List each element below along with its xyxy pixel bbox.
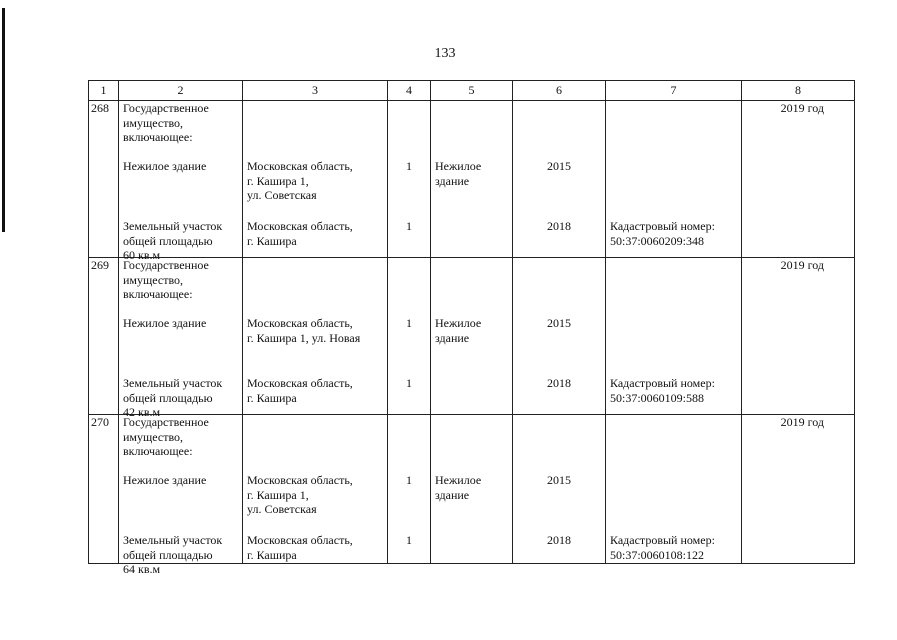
land-address-line: Московская область, [247,219,353,233]
land-address-line: г. Кашира [247,547,297,562]
entry-year-built-cell [513,101,606,258]
building-address-line: г. Кашира 1, [247,173,309,188]
entry-header-text: Государственное имущество, включающее: [123,415,209,458]
entry-purpose-cell [431,415,513,564]
cadastral-number-line: 50:37:0060109:588 [610,390,705,405]
entry-cadastral-cell [606,101,742,258]
building-year: 2015 [547,159,571,173]
cadastral-number [610,219,737,248]
building-purpose-line: здание [435,487,470,502]
entry-cadastral-cell [606,258,742,415]
building-address [247,473,383,517]
land-name [123,533,238,577]
land-year: 2018 [547,376,571,390]
entry-purpose-cell [431,258,513,415]
column-numbers-row [89,81,855,101]
land-address-line: г. Кашира [247,390,297,405]
entry-number: 268 [91,101,109,115]
entry-description-cell [119,258,243,419]
building-year: 2015 [547,316,571,330]
entry-description-cell [119,415,243,576]
land-name [123,376,238,420]
building-purpose-line: здание [435,173,470,188]
building-purpose-line: здание [435,330,470,345]
cadastral-number-line: Кадастровый номер: [610,219,715,233]
entry-header-text: Государственное имущество, включающее: [123,101,209,144]
land-quantity: 1 [406,533,412,547]
entry-period: 2019 год [780,258,824,272]
entry-cadastral-cell [606,415,742,564]
land-name-line: 64 кв.м [123,562,161,576]
column-number: 5 [431,81,513,101]
land-name-line: 60 кв.м [123,248,161,262]
column-number: 8 [742,81,855,101]
page-number: 133 [434,46,456,61]
entry-number: 269 [91,258,109,272]
entry-period: 2019 год [780,415,824,429]
building-purpose [435,473,508,502]
land-name-line: общей площадью [123,390,213,405]
building-address [247,316,383,345]
entry-number-cell [89,258,119,415]
cadastral-number-line: 50:37:0060209:348 [610,233,705,248]
column-number: 7 [606,81,742,101]
land-name-line: общей площадью [123,547,213,562]
cadastral-number [610,376,737,405]
land-year: 2018 [547,533,571,547]
scan-edge-mark [2,8,5,232]
entry-purpose-cell [431,101,513,258]
building-purpose-line: Нежилое [435,473,482,487]
building-address-line: ул. Советская [247,188,317,202]
entry-description-cell [119,101,243,262]
building-name: Нежилое здание [123,316,207,330]
cadastral-number-line: 50:37:0060108:122 [610,547,705,562]
entry-address-cell [243,258,388,415]
entry-year-built-cell [513,258,606,415]
entry-address-cell [243,101,388,258]
column-number: 2 [119,81,243,101]
land-name-line: общей площадью [123,233,213,248]
entry-number-cell [89,415,119,564]
column-number: 6 [513,81,606,101]
building-year: 2015 [547,473,571,487]
building-address-line: Московская область, [247,473,353,487]
land-address [247,533,383,562]
building-purpose-line: Нежилое [435,159,482,173]
building-name: Нежилое здание [123,159,207,173]
entry-number-cell [89,101,119,258]
entry-year-built-cell [513,415,606,564]
registry-table [88,80,855,576]
land-address-line: Московская область, [247,533,353,547]
entry-period-cell [742,415,855,564]
building-name: Нежилое здание [123,473,207,487]
column-number: 4 [388,81,431,101]
entry-number: 270 [91,415,109,429]
building-quantity: 1 [406,473,412,487]
entry-quantity-cell [388,415,431,564]
land-address [247,376,383,405]
entry-quantity-cell [388,101,431,258]
land-name [123,219,238,263]
building-quantity: 1 [406,316,412,330]
entry-period: 2019 год [780,101,824,115]
column-number: 1 [89,81,119,101]
land-year: 2018 [547,219,571,233]
entry-header-text: Государственное имущество, включающее: [123,258,209,301]
entry-quantity-cell [388,258,431,415]
cadastral-number [610,533,737,562]
land-name-line: Земельный участок [123,376,223,390]
land-name-line: Земельный участок [123,219,223,233]
building-purpose [435,159,508,188]
building-address-line: г. Кашира 1, [247,487,309,502]
registry-entry-row [89,415,855,564]
column-number: 3 [243,81,388,101]
building-address-line: Московская область, [247,159,353,173]
land-name-line: 42 кв.м [123,405,161,419]
building-purpose [435,316,508,345]
building-address-line: ул. Советская [247,502,317,516]
building-address [247,159,383,203]
land-name-line: Земельный участок [123,533,223,547]
entry-period-cell [742,258,855,415]
land-quantity: 1 [406,376,412,390]
registry-entry-row [89,101,855,258]
cadastral-number-line: Кадастровый номер: [610,376,715,390]
entry-period-cell [742,101,855,258]
land-address-line: Московская область, [247,376,353,390]
registry-entry-row [89,258,855,415]
building-quantity: 1 [406,159,412,173]
building-address-line: г. Кашира 1, ул. Новая [247,330,361,345]
building-purpose-line: Нежилое [435,316,482,330]
registry-body [89,81,855,576]
land-address [247,219,383,248]
land-quantity: 1 [406,219,412,233]
building-address-line: Московская область, [247,316,353,330]
entry-address-cell [243,415,388,564]
land-address-line: г. Кашира [247,233,297,248]
cadastral-number-line: Кадастровый номер: [610,533,715,547]
